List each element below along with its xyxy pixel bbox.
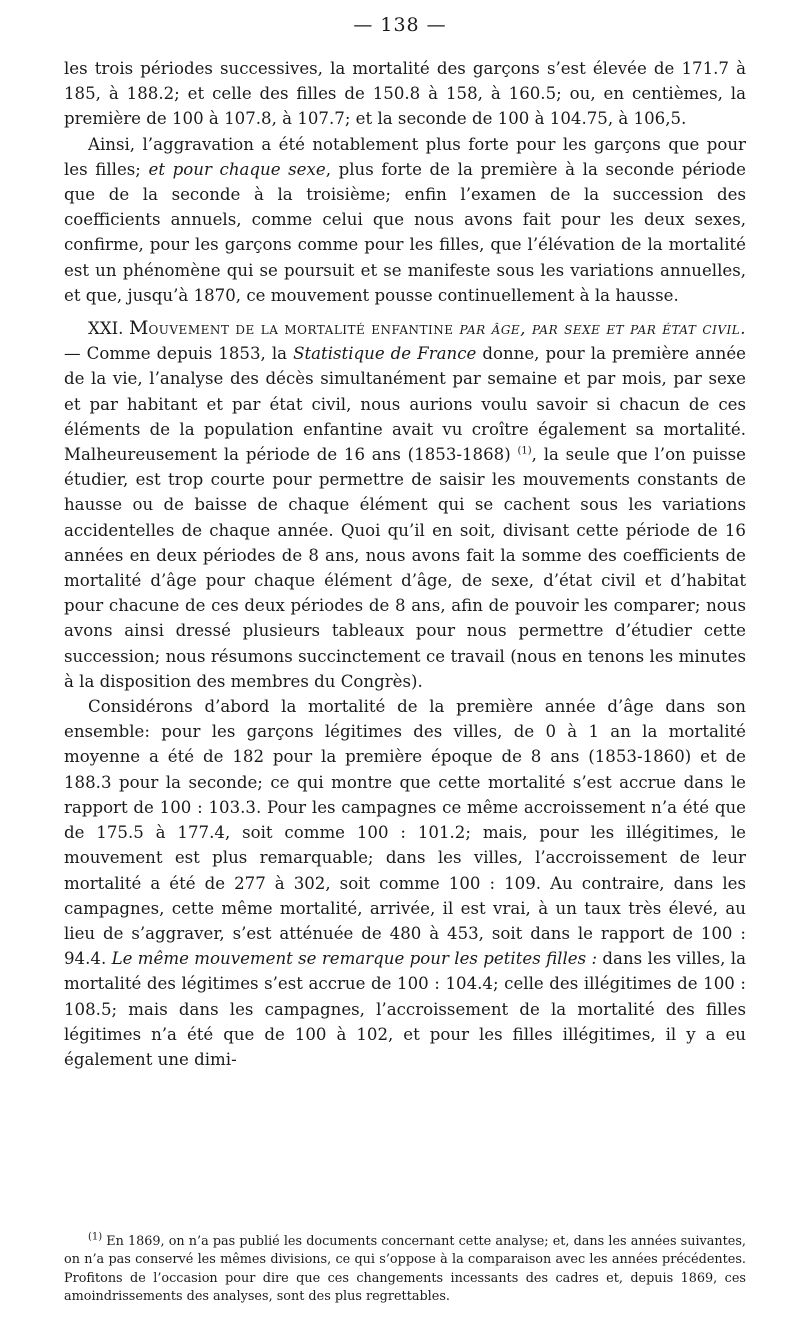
paragraph-2-text-b: , plus forte de la première à la seconde période que de la seconde à la troisième; enfin l’examen de la succession des coefficients annuels, comme celui que nous avons fait pour les deux sexes, confirme, pour les garçons comme pour les filles, que l’élévation de la mortalité est un phénomène qui se poursuit et se manifeste sous les variations annuelles, et que, jusqu’à 1870, ce mouvement pousse continuellement à la hausse. <box>64 159 746 305</box>
page-number: — 138 — <box>353 14 447 36</box>
footnote-marker: (1) <box>88 1231 103 1243</box>
footnote-text: En 1869, on n’a pas publié les documents concernant cette analyse; et, dans les années suivantes, on n’a pas conservé les mêmes divisions, ce qui s’oppose à la comparaison avec les années précédentes. Profitons de l’occasion pour dire que ces changements incessants des cadres et, depuis 1869, ces amoindrissements des analyses, sont des plus regrettables. <box>64 1234 746 1305</box>
paragraph-3-emphasis: Statistique de France <box>293 344 477 364</box>
footnote <box>64 1233 746 1307</box>
section-title-initial: M <box>128 317 149 340</box>
paragraph-2-text-a: Ainsi, l’aggravation a été notablement plus forte pour les garçons que pour les filles; <box>64 134 746 179</box>
paragraph-3-text-b: donne, pour la première année de la vie, l’analyse des décès simultanément par semaine et par mois, par sexe et par habitant et par état civil, nous aurions voulu savoir si chacun de ces éléments de la population enfantine avait vu croître également sa mortalité. Malheureusement la période de 16 ans (1853-1868) <box>64 344 746 465</box>
paragraph-3-text-c: , la seule que l’on puisse étudier, est trop courte pour permettre de saisir les mouvements constants de hausse ou de baisse de chaque élément qui se cachent sous les variations accidentelles de chaque année. Quoi qu’il en soit, divisant cette période de 16 années en deux périodes de 8 ans, nous avons fait la somme des coefficients de mortalité d’âge pour chaque élément d’âge, de sexe, d’état civil et d’habitat pour chacune de ces deux périodes de 8 ans, afin de pouvoir les comparer; nous avons ainsi dressé plusieurs tableaux pour nous permettre d’étudier cette succession; nous résumons succinctement ce travail (nous en tenons les minutes à la disposition des membres du Congrès). <box>64 445 746 691</box>
paragraph-4-text-b: dans les villes, la mortalité des légitimes s’est accrue de 100 : 104.4; celle des illégitimes de 100 : 108.5; mais dans les campagnes, l’accroissement de la mortalité des filles légitimes n’a été que de 100 à 102, et pour les filles illégitimes, il y a eu également une dimi- <box>64 949 746 1069</box>
section-title: ouvement de la mortalité enfantine <box>148 319 460 339</box>
paragraph-2 <box>64 132 746 308</box>
paragraph-4-text-a: Considérons d’abord la mortalité de la première année d’âge dans son ensemble: pour les garçons légitimes des villes, de 0 à 1 an la mortalité moyenne a été de 182 pour la première époque de 8 ans (1853-1860) et de 188.3 pour la seconde; ce qui montre que cette mortalité s’est accrue dans le rapport de 100 : 103.3. Pour les campagnes ce même accroissement n’a été que de 175.5 à 177.4, soit comme 100 : 101.2; mais, pour les illégitimes, le mouvement est plus remarquable; dans les villes, l’accroissement de leur mortalité a été de 277 à 302, soit comme 100 : 109. Au contraire, dans les campagnes, cette même mortalité, arrivée, il est vrai, à un taux très élevé, au lieu de s’aggraver, s’est atténuée de 480 à 453, soit dans le rapport de 100 : 94.4. <box>64 697 746 969</box>
footnote-paragraph <box>64 1233 746 1307</box>
body-text <box>64 56 746 1072</box>
paragraph-4-emphasis: Le même mouvement se remarque pour les petites filles : <box>111 949 598 969</box>
paragraph-3-text-a: — Comme depuis 1853, la <box>64 344 294 364</box>
paragraph-1: les trois périodes successives, la mortalité des garçons s’est élevée de 171.7 à 185, à 188.2; et celle des filles de 150.8 à 158, à 160.5; ou, en centièmes, la première de 100 à 107.8, à 107.7; et la seconde de 100 à 104.75, à 106,5. <box>64 59 746 129</box>
paragraph-2-emphasis: et pour chaque sexe <box>148 159 326 179</box>
section-number: XXI. <box>88 319 124 339</box>
paragraph-4 <box>64 694 746 1072</box>
footnote-reference[interactable]: (1) <box>517 445 532 457</box>
paragraph-3 <box>64 316 746 694</box>
section-title-italic: par âge, par sexe et par état civil. <box>459 319 746 339</box>
